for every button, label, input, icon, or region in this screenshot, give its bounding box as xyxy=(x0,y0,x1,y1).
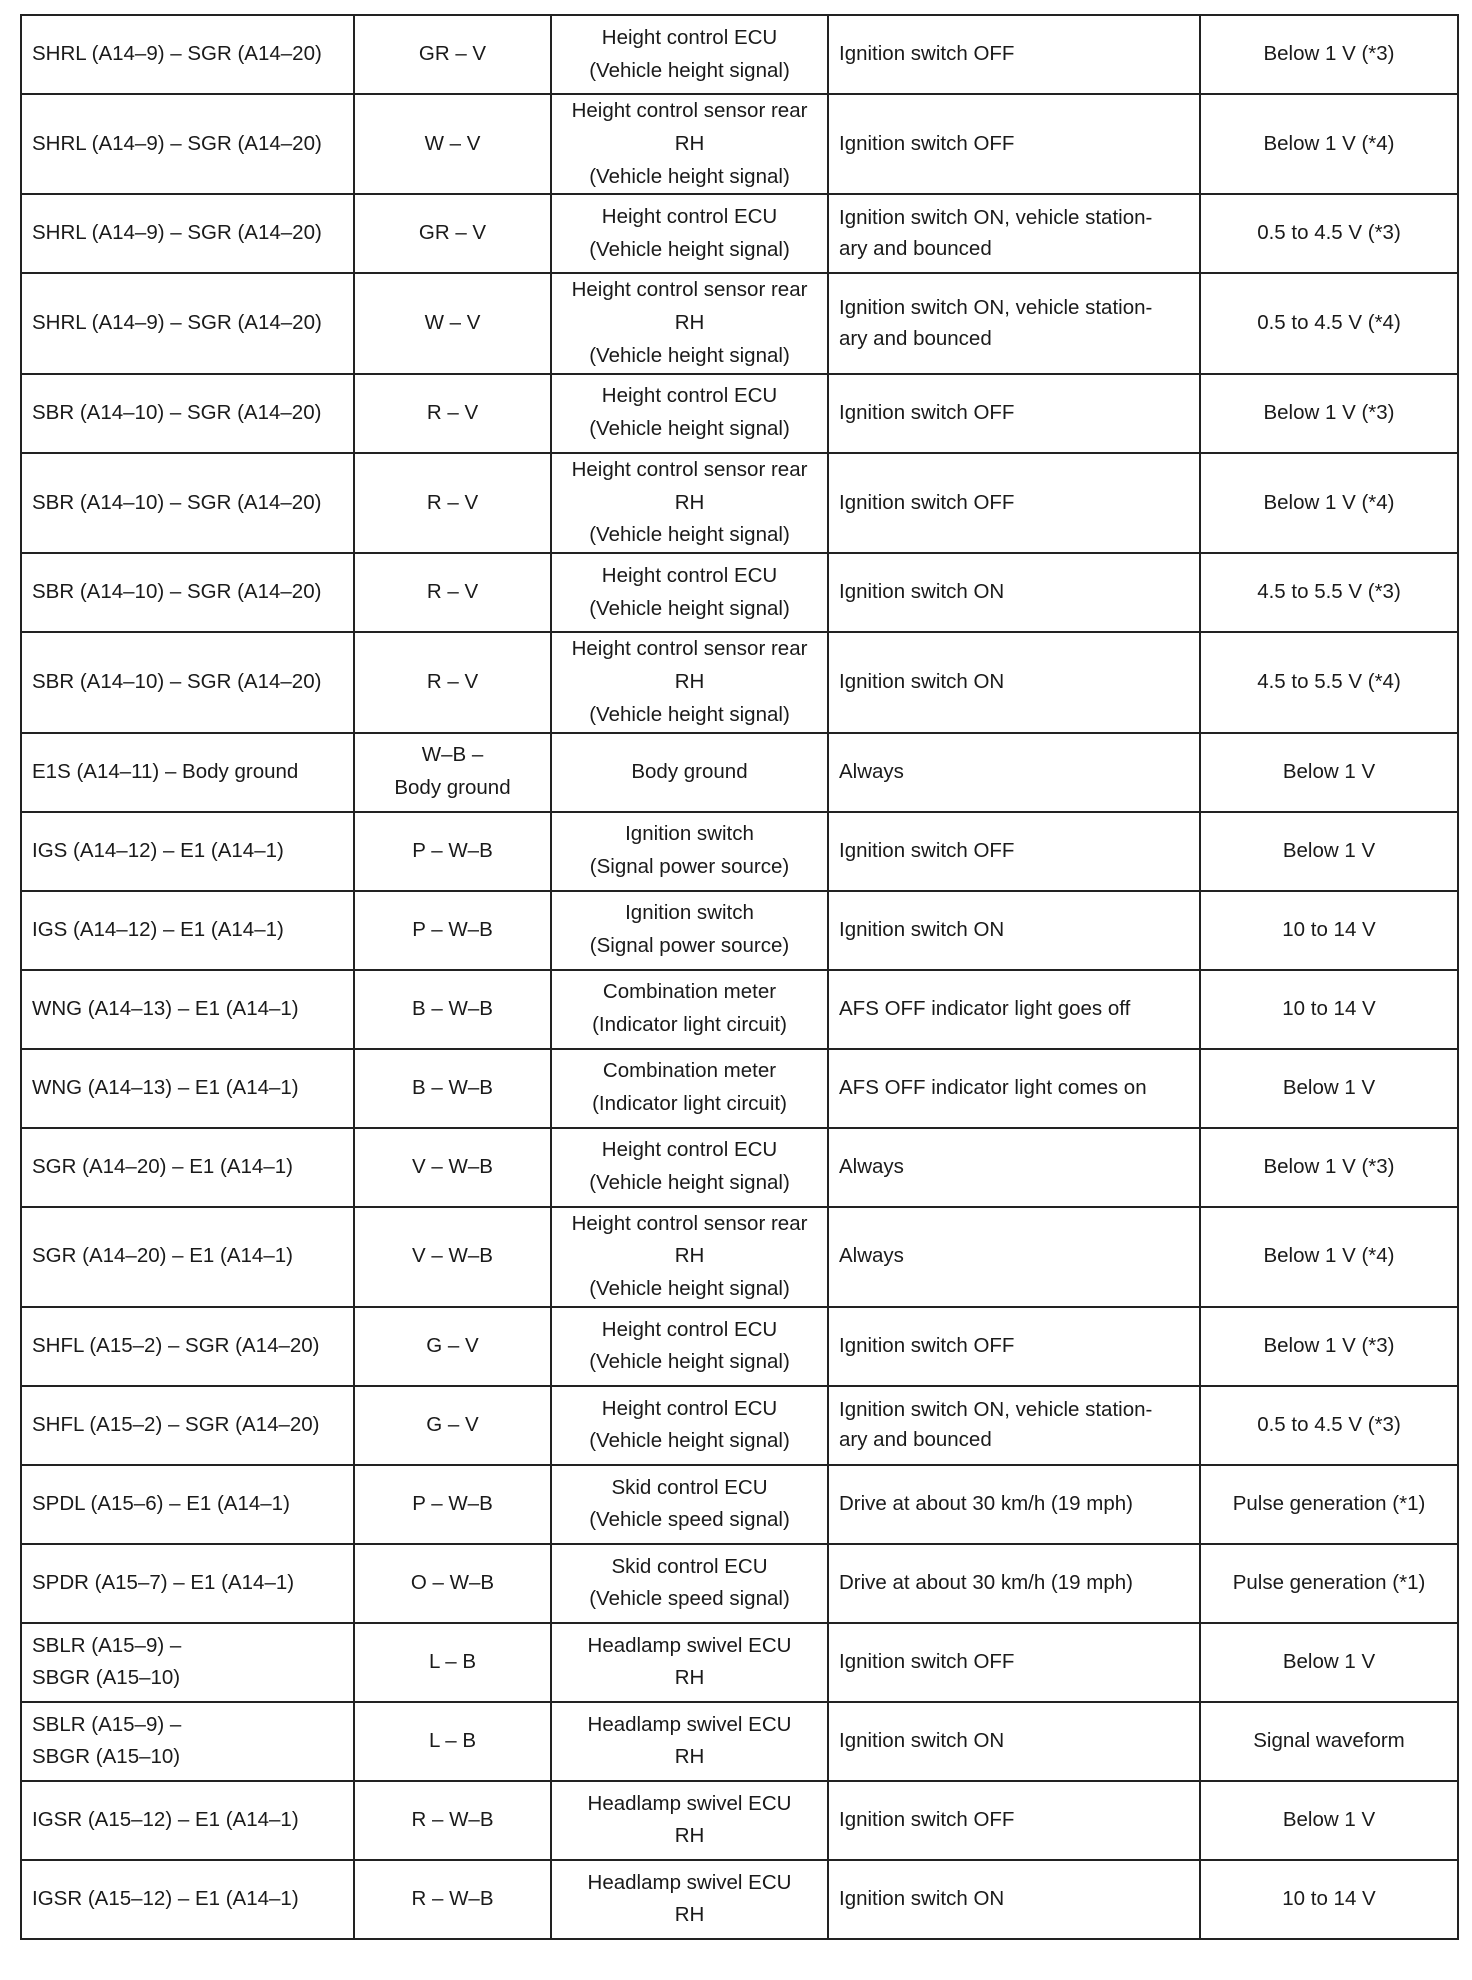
terminal-cell xyxy=(21,1128,354,1207)
terminal-description-cell-line: (Vehicle height signal) xyxy=(589,237,790,261)
terminal-description-cell xyxy=(551,374,828,453)
terminal-voltage-table xyxy=(20,14,1459,1940)
condition-cell xyxy=(828,632,1200,732)
condition-cell xyxy=(828,15,1200,94)
wiring-color-cell xyxy=(354,1623,551,1702)
terminal-cell-line: SHFL (A15–2) – SGR (A14–20) xyxy=(32,1413,320,1437)
specified-condition-cell: Below 1 V (*4) xyxy=(1200,94,1458,194)
terminal-cell-line: SBR (A14–10) – SGR (A14–20) xyxy=(32,580,322,604)
terminal-cell xyxy=(21,1702,354,1781)
terminal-cell-line: SHRL (A14–9) – SGR (A14–20) xyxy=(32,131,322,155)
terminal-cell-line: SBGR (A15–10) xyxy=(32,1745,181,1769)
terminal-description-cell xyxy=(551,632,828,732)
terminal-cell xyxy=(21,1207,354,1307)
specified-condition-cell: Below 1 V (*3) xyxy=(1200,374,1458,453)
terminal-description-cell-line: (Signal power source) xyxy=(589,934,790,958)
terminal-description-cell xyxy=(551,453,828,553)
terminal-cell xyxy=(21,94,354,194)
table-row xyxy=(21,1465,1458,1544)
specified-condition-cell: Pulse generation (*1) xyxy=(1200,1465,1458,1544)
specified-condition-cell: Below 1 V (*4) xyxy=(1200,453,1458,553)
condition-cell-line: ary and bounced xyxy=(839,1428,992,1452)
terminal-description-cell-line: Height control sensor rear xyxy=(571,457,808,481)
terminal-description-cell xyxy=(551,1781,828,1860)
condition-cell-line: Always xyxy=(839,759,904,783)
wiring-color-cell-line: Body ground xyxy=(394,776,511,800)
wiring-color-cell-line: O – W–B xyxy=(410,1571,495,1595)
terminal-description-cell-line: Combination meter xyxy=(602,1059,777,1083)
terminal-description-cell-line: RH xyxy=(674,669,705,693)
table-row xyxy=(21,1128,1458,1207)
condition-cell-line: Drive at about 30 km/h (19 mph) xyxy=(839,1571,1133,1595)
wiring-color-cell-line: R – W–B xyxy=(411,1887,494,1911)
terminal-cell xyxy=(21,733,354,812)
wiring-color-cell xyxy=(354,374,551,453)
wiring-color-cell xyxy=(354,1860,551,1939)
wiring-color-cell xyxy=(354,194,551,273)
wiring-color-cell-line: L – B xyxy=(428,1650,477,1674)
terminal-cell xyxy=(21,1781,354,1860)
wiring-color-cell xyxy=(354,1544,551,1623)
table-body xyxy=(21,15,1458,1939)
terminal-cell-line: SPDR (A15–7) – E1 (A14–1) xyxy=(32,1571,295,1595)
terminal-description-cell-line: (Vehicle speed signal) xyxy=(589,1587,790,1611)
wiring-color-cell xyxy=(354,1207,551,1307)
terminal-cell-line: SHRL (A14–9) – SGR (A14–20) xyxy=(32,221,322,245)
terminal-cell xyxy=(21,15,354,94)
table-row xyxy=(21,970,1458,1049)
terminal-description-cell-line: Body ground xyxy=(631,759,748,783)
terminal-description-cell-line: Skid control ECU xyxy=(611,1475,768,1499)
terminal-cell xyxy=(21,1307,354,1386)
specified-condition-cell: Below 1 V xyxy=(1200,1049,1458,1128)
terminal-cell xyxy=(21,1860,354,1939)
table-row xyxy=(21,1623,1458,1702)
terminal-description-cell xyxy=(551,194,828,273)
terminal-cell-line: WNG (A14–13) – E1 (A14–1) xyxy=(32,996,299,1020)
terminal-description-cell-line: RH xyxy=(674,1244,705,1268)
wiring-color-cell xyxy=(354,1386,551,1465)
condition-cell-line: Ignition switch ON, vehicle station- xyxy=(839,206,1153,230)
table-row xyxy=(21,1207,1458,1307)
terminal-cell-line: SPDL (A15–6) – E1 (A14–1) xyxy=(32,1492,290,1516)
terminal-cell xyxy=(21,1623,354,1702)
wiring-color-cell xyxy=(354,453,551,553)
table-row xyxy=(21,891,1458,970)
terminal-description-cell-line: Height control sensor rear xyxy=(571,99,808,122)
condition-cell-line: Ignition switch ON xyxy=(839,1729,1005,1753)
table-row xyxy=(21,733,1458,812)
condition-cell-line: Ignition switch OFF xyxy=(839,838,1015,862)
terminal-description-cell-line: Height control ECU xyxy=(601,1396,778,1420)
terminal-description-cell xyxy=(551,1465,828,1544)
specified-condition-cell: Below 1 V (*4) xyxy=(1200,1207,1458,1307)
wiring-color-cell-line: P – W–B xyxy=(412,838,493,862)
table-row xyxy=(21,374,1458,453)
terminal-description-cell xyxy=(551,812,828,891)
terminal-cell-line: SBR (A14–10) – SGR (A14–20) xyxy=(32,400,322,424)
wiring-color-cell-line: P – W–B xyxy=(412,1492,493,1516)
terminal-cell xyxy=(21,1049,354,1128)
terminal-description-cell-line: RH xyxy=(674,131,705,155)
terminal-cell-line: IGSR (A15–12) – E1 (A14–1) xyxy=(32,1808,299,1832)
wiring-color-cell xyxy=(354,273,551,373)
terminal-cell-line: IGSR (A15–12) – E1 (A14–1) xyxy=(32,1887,299,1911)
table-row xyxy=(21,273,1458,373)
condition-cell-line: Ignition switch ON xyxy=(839,1887,1005,1911)
terminal-description-cell-line: (Vehicle height signal) xyxy=(589,58,790,82)
terminal-cell-line: SGR (A14–20) – E1 (A14–1) xyxy=(32,1244,293,1268)
wiring-color-cell-line: P – W–B xyxy=(412,917,493,941)
condition-cell xyxy=(828,453,1200,553)
terminal-description-cell-line: Height control sensor rear xyxy=(571,278,808,302)
terminal-description-cell-line: Combination meter xyxy=(602,980,777,1004)
table-row xyxy=(21,1049,1458,1128)
terminal-cell xyxy=(21,812,354,891)
condition-cell-line: Ignition switch ON xyxy=(839,917,1005,941)
specified-condition-cell: 10 to 14 V xyxy=(1200,891,1458,970)
table-row xyxy=(21,1386,1458,1465)
specified-condition-cell: Pulse generation (*1) xyxy=(1200,1544,1458,1623)
specified-condition-cell: Below 1 V (*3) xyxy=(1200,15,1458,94)
terminal-description-cell xyxy=(551,1702,828,1781)
terminal-cell-line: SHRL (A14–9) – SGR (A14–20) xyxy=(32,42,322,66)
condition-cell-line: Ignition switch OFF xyxy=(839,131,1015,155)
terminal-description-cell-line: (Vehicle height signal) xyxy=(589,702,790,726)
terminal-description-cell-line: Skid control ECU xyxy=(611,1554,768,1578)
wiring-color-cell xyxy=(354,632,551,732)
terminal-description-cell xyxy=(551,733,828,812)
terminal-description-cell-line: Headlamp swivel ECU xyxy=(587,1633,792,1657)
specified-condition-cell: 10 to 14 V xyxy=(1200,970,1458,1049)
condition-cell xyxy=(828,1702,1200,1781)
specified-condition-cell: Signal waveform xyxy=(1200,1702,1458,1781)
condition-cell-line: Ignition switch ON, vehicle station- xyxy=(839,295,1153,319)
terminal-description-cell-line: (Vehicle height signal) xyxy=(589,596,790,620)
condition-cell xyxy=(828,94,1200,194)
terminal-description-cell xyxy=(551,1307,828,1386)
terminal-description-cell xyxy=(551,970,828,1049)
wiring-color-cell-line: G – V xyxy=(426,1334,479,1358)
condition-cell xyxy=(828,1049,1200,1128)
table-row xyxy=(21,1702,1458,1781)
terminal-description-cell-line: (Vehicle height signal) xyxy=(589,164,790,188)
terminal-cell-line: SGR (A14–20) – E1 (A14–1) xyxy=(32,1154,293,1178)
condition-cell-line: Ignition switch ON, vehicle station- xyxy=(839,1397,1153,1421)
wiring-color-cell-line: G – V xyxy=(426,1413,479,1437)
condition-cell xyxy=(828,1781,1200,1860)
terminal-description-cell-line: RH xyxy=(674,1666,705,1690)
condition-cell-line: Ignition switch OFF xyxy=(839,1808,1015,1832)
terminal-description-cell xyxy=(551,1860,828,1939)
wiring-color-cell-line: L – B xyxy=(428,1729,477,1753)
terminal-description-cell xyxy=(551,15,828,94)
condition-cell-line: Ignition switch OFF xyxy=(839,1334,1015,1358)
terminal-description-cell-line: (Indicator light circuit) xyxy=(592,1013,787,1037)
terminal-description-cell-line: (Signal power source) xyxy=(589,855,790,879)
terminal-description-cell xyxy=(551,553,828,632)
terminal-description-cell-line: (Vehicle height signal) xyxy=(589,343,790,367)
wiring-color-cell-line: W – V xyxy=(424,311,481,335)
terminal-description-cell-line: Headlamp swivel ECU xyxy=(587,1791,792,1815)
terminal-description-cell-line: (Vehicle height signal) xyxy=(589,1429,790,1453)
condition-cell xyxy=(828,553,1200,632)
terminal-cell xyxy=(21,1465,354,1544)
terminal-cell xyxy=(21,632,354,732)
wiring-color-cell xyxy=(354,733,551,812)
terminal-cell-line: SBR (A14–10) – SGR (A14–20) xyxy=(32,490,322,514)
condition-cell xyxy=(828,891,1200,970)
terminal-description-cell-line: Height control ECU xyxy=(601,563,778,587)
terminal-cell xyxy=(21,970,354,1049)
condition-cell-line: Ignition switch OFF xyxy=(839,400,1015,424)
terminal-cell-line: SHRL (A14–9) – SGR (A14–20) xyxy=(32,311,322,335)
condition-cell-line: ary and bounced xyxy=(839,326,992,350)
terminal-cell-line: SBLR (A15–9) – xyxy=(32,1633,182,1657)
specified-condition-cell: 0.5 to 4.5 V (*4) xyxy=(1200,273,1458,373)
terminal-cell xyxy=(21,273,354,373)
condition-cell-line: ary and bounced xyxy=(839,236,992,260)
wiring-color-cell xyxy=(354,94,551,194)
wiring-color-cell xyxy=(354,15,551,94)
condition-cell-line: Ignition switch OFF xyxy=(839,1650,1015,1674)
terminal-description-cell xyxy=(551,1128,828,1207)
condition-cell xyxy=(828,374,1200,453)
wiring-color-cell-line: GR – V xyxy=(418,42,487,66)
table-row xyxy=(21,632,1458,732)
condition-cell xyxy=(828,970,1200,1049)
terminal-cell-line: IGS (A14–12) – E1 (A14–1) xyxy=(32,838,284,862)
terminal-description-cell-line: Height control sensor rear xyxy=(571,1211,808,1235)
condition-cell-line: Ignition switch ON xyxy=(839,580,1005,604)
condition-cell-line: Ignition switch OFF xyxy=(839,42,1015,66)
specified-condition-cell: Below 1 V xyxy=(1200,733,1458,812)
specified-condition-cell: Below 1 V xyxy=(1200,812,1458,891)
wiring-color-cell xyxy=(354,553,551,632)
table-row xyxy=(21,1307,1458,1386)
wiring-color-cell-line: B – W–B xyxy=(412,996,493,1020)
terminal-description-cell-line: Headlamp swivel ECU xyxy=(587,1870,792,1894)
terminal-description-cell-line: RH xyxy=(674,1824,705,1848)
specified-condition-cell: 10 to 14 V xyxy=(1200,1860,1458,1939)
terminal-description-cell-line: (Vehicle height signal) xyxy=(589,523,790,547)
terminal-cell-line: WNG (A14–13) – E1 (A14–1) xyxy=(32,1075,299,1099)
terminal-cell-line: IGS (A14–12) – E1 (A14–1) xyxy=(32,917,284,941)
table-row xyxy=(21,1860,1458,1939)
condition-cell-line: Always xyxy=(839,1244,904,1268)
terminal-description-cell-line: RH xyxy=(674,1903,705,1927)
wiring-color-cell-line: GR – V xyxy=(418,221,487,245)
condition-cell xyxy=(828,1307,1200,1386)
table-row xyxy=(21,1781,1458,1860)
wiring-color-cell-line: R – V xyxy=(426,400,479,424)
terminal-description-cell xyxy=(551,94,828,194)
wiring-color-cell-line: W – V xyxy=(424,131,481,155)
specified-condition-cell: Below 1 V xyxy=(1200,1781,1458,1860)
terminal-description-cell xyxy=(551,1544,828,1623)
terminal-cell-line: SHFL (A15–2) – SGR (A14–20) xyxy=(32,1334,320,1358)
specified-condition-cell: Below 1 V (*3) xyxy=(1200,1128,1458,1207)
specified-condition-cell: Below 1 V (*3) xyxy=(1200,1307,1458,1386)
table-row xyxy=(21,553,1458,632)
table-row xyxy=(21,453,1458,553)
condition-cell xyxy=(828,1465,1200,1544)
condition-cell xyxy=(828,1386,1200,1465)
terminal-description-cell-line: Height control ECU xyxy=(601,384,778,408)
condition-cell-line: Ignition switch ON xyxy=(839,669,1005,693)
terminal-description-cell-line: Height control ECU xyxy=(601,1138,778,1162)
wiring-color-cell xyxy=(354,1781,551,1860)
wiring-color-cell xyxy=(354,1307,551,1386)
condition-cell xyxy=(828,733,1200,812)
specified-condition-cell: 4.5 to 5.5 V (*3) xyxy=(1200,553,1458,632)
specified-condition-cell: Below 1 V xyxy=(1200,1623,1458,1702)
table-row xyxy=(21,94,1458,194)
wiring-color-cell xyxy=(354,1128,551,1207)
terminal-description-cell-line: RH xyxy=(674,490,705,514)
terminal-description-cell-line: RH xyxy=(674,311,705,335)
terminal-description-cell xyxy=(551,1207,828,1307)
terminal-cell xyxy=(21,194,354,273)
terminal-cell xyxy=(21,891,354,970)
condition-cell xyxy=(828,273,1200,373)
terminal-description-cell-line: (Vehicle height signal) xyxy=(589,417,790,441)
terminal-description-cell xyxy=(551,273,828,373)
terminal-description-cell-line: Height control ECU xyxy=(601,205,778,229)
terminal-description-cell-line: (Vehicle height signal) xyxy=(589,1277,790,1301)
terminal-description-cell-line: (Indicator light circuit) xyxy=(592,1092,787,1116)
condition-cell xyxy=(828,1207,1200,1307)
terminal-cell xyxy=(21,1386,354,1465)
specified-condition-cell: 4.5 to 5.5 V (*4) xyxy=(1200,632,1458,732)
table-row xyxy=(21,812,1458,891)
specified-condition-cell: 0.5 to 4.5 V (*3) xyxy=(1200,194,1458,273)
terminal-description-cell-line: Headlamp swivel ECU xyxy=(587,1712,792,1736)
table-row xyxy=(21,1544,1458,1623)
wiring-color-cell xyxy=(354,970,551,1049)
wiring-color-cell-line: R – V xyxy=(426,669,479,693)
condition-cell xyxy=(828,1544,1200,1623)
condition-cell-line: Ignition switch OFF xyxy=(839,490,1015,514)
wiring-color-cell xyxy=(354,1702,551,1781)
condition-cell-line: AFS OFF indicator light comes on xyxy=(839,1075,1147,1099)
condition-cell xyxy=(828,1128,1200,1207)
condition-cell-line: AFS OFF indicator light goes off xyxy=(839,996,1131,1020)
wiring-color-cell xyxy=(354,1049,551,1128)
terminal-cell xyxy=(21,553,354,632)
terminal-cell-line: SBLR (A15–9) – xyxy=(32,1712,182,1736)
wiring-color-cell-line: B – W–B xyxy=(412,1075,493,1099)
wiring-color-cell-line: R – W–B xyxy=(411,1808,494,1832)
terminal-description-cell-line: RH xyxy=(674,1745,705,1769)
terminal-description-cell-line: Ignition switch xyxy=(625,901,754,925)
table-row xyxy=(21,15,1458,94)
terminal-description-cell xyxy=(551,891,828,970)
terminal-description-cell-line: Height control ECU xyxy=(601,1317,778,1341)
terminal-description-cell-line: Height control ECU xyxy=(601,25,778,49)
table-row xyxy=(21,194,1458,273)
condition-cell xyxy=(828,194,1200,273)
terminal-description-cell-line: Ignition switch xyxy=(625,822,754,846)
terminal-description-cell-line: (Vehicle height signal) xyxy=(589,1350,790,1374)
condition-cell xyxy=(828,1860,1200,1939)
condition-cell xyxy=(828,812,1200,891)
terminal-description-cell xyxy=(551,1623,828,1702)
terminal-cell-line: SBR (A14–10) – SGR (A14–20) xyxy=(32,669,322,693)
wiring-color-cell-line: V – W–B xyxy=(412,1154,493,1178)
terminal-description-cell-line: Height control sensor rear xyxy=(571,637,808,661)
terminal-cell xyxy=(21,1544,354,1623)
wiring-color-cell-line: R – V xyxy=(426,490,479,514)
wiring-color-cell-line: W–B – xyxy=(421,743,484,767)
terminal-description-cell xyxy=(551,1049,828,1128)
wiring-color-cell xyxy=(354,812,551,891)
terminal-cell xyxy=(21,374,354,453)
condition-cell-line: Drive at about 30 km/h (19 mph) xyxy=(839,1492,1133,1516)
wiring-color-cell xyxy=(354,891,551,970)
terminal-description-cell xyxy=(551,1386,828,1465)
condition-cell-line: Always xyxy=(839,1154,904,1178)
specified-condition-cell: 0.5 to 4.5 V (*3) xyxy=(1200,1386,1458,1465)
wiring-color-cell xyxy=(354,1465,551,1544)
terminal-cell-line: SBGR (A15–10) xyxy=(32,1666,181,1690)
condition-cell xyxy=(828,1623,1200,1702)
wiring-color-cell-line: R – V xyxy=(426,580,479,604)
terminal-cell-line: E1S (A14–11) – Body ground xyxy=(32,759,299,783)
wiring-color-cell-line: V – W–B xyxy=(412,1244,493,1268)
terminal-description-cell-line: (Vehicle speed signal) xyxy=(589,1508,790,1532)
terminal-cell xyxy=(21,453,354,553)
terminal-description-cell-line: (Vehicle height signal) xyxy=(589,1171,790,1195)
